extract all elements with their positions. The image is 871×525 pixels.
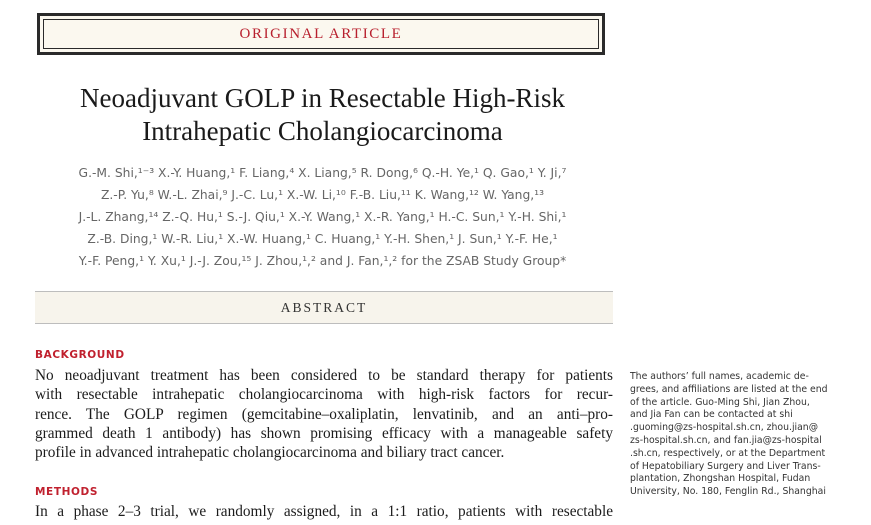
methods-heading: METHODS [35,486,98,498]
author-line: Y.-F. Peng,¹ Y. Xu,¹ J.-J. Zou,¹⁵ J. Zhou,¹,² and J. Fan,¹,² for the ZSAB Study Group* [78,254,567,268]
note-line: grees, and affiliations are listed at the end [630,383,828,395]
note-line: University, No. 180, Fenglin Rd., Shanghai [630,486,826,498]
paragraph-line: No neoadjuvant treatment has been considered to be standard therapy for patients [35,367,613,384]
title-line: Intrahepatic Cholangiocarcinoma [142,116,503,146]
methods-paragraph [35,502,613,521]
abstract-bottom-rule [35,323,613,324]
article-type-label: ORIGINAL ARTICLE [239,25,403,42]
article-title [20,82,625,148]
abstract-heading [35,292,613,323]
author-line: J.-L. Zhang,¹⁴ Z.-Q. Hu,¹ S.-J. Qiu,¹ X.-Y. Wang,¹ X.-R. Yang,¹ H.-C. Sun,¹ Y.-H. Shi,¹ [78,210,567,224]
paragraph-line: rence. The GOLP regimen (gemcitabine–oxaliplatin, lenvatinib, and an anti–pro- [35,405,613,423]
note-line: .guoming@zs-hospital.sh.cn, zhou.jian@ [630,422,818,434]
note-line: of Hepatobiliary Surgery and Liver Trans- [630,460,821,472]
note-line: The authors’ full names, academic de- [630,371,809,382]
paragraph-line: profile in advanced intrahepatic cholangiocarcinoma and biliary tract cancer. [35,444,505,462]
author-line: Z.-B. Ding,¹ W.-R. Liu,¹ X.-W. Huang,¹ C. Huang,¹ Y.-H. Shen,¹ J. Sun,¹ Y.-F. He,¹ [87,232,558,246]
author-line: Z.-P. Yu,⁸ W.-L. Zhai,⁹ J.-C. Lu,¹ X.-W. Li,¹⁰ F.-B. Liu,¹¹ K. Wang,¹² W. Yang,¹³ [100,188,545,202]
author-line: G.-M. Shi,¹⁻³ X.-Y. Huang,¹ F. Liang,⁴ X. Liang,⁵ R. Dong,⁶ Q.-H. Ye,¹ Q. Gao,¹ Y. Ji,⁷ [78,166,567,180]
note-line: .sh.cn, respectively, or at the Department [630,447,826,459]
paragraph-line: grammed death 1 antibody) has shown promising efficacy with a manageable safety [35,424,613,442]
article-type-banner [37,13,605,55]
author-list [30,162,615,272]
note-line: zs-hospital.sh.cn, and fan.jia@zs-hospital [630,434,822,446]
author-contact-note [630,371,860,499]
note-line: plantation, Zhongshan Hospital, Fudan [630,473,811,485]
paragraph-line: with resectable intrahepatic cholangiocarcinoma with high-risk factors for recur- [35,386,613,404]
note-line: of the article. Guo-Ming Shi, Jian Zhou, [630,396,810,408]
background-heading: BACKGROUND [35,349,125,361]
title-line: Neoadjuvant GOLP in Resectable High-Risk [80,83,565,113]
background-paragraph [35,366,613,462]
paragraph-line: In a phase 2–3 trial, we randomly assigned, in a 1:1 ratio, patients with resectable [35,503,613,520]
note-line: and Jia Fan can be contacted at shi [630,409,793,421]
abstract-heading-text: ABSTRACT [280,299,368,315]
